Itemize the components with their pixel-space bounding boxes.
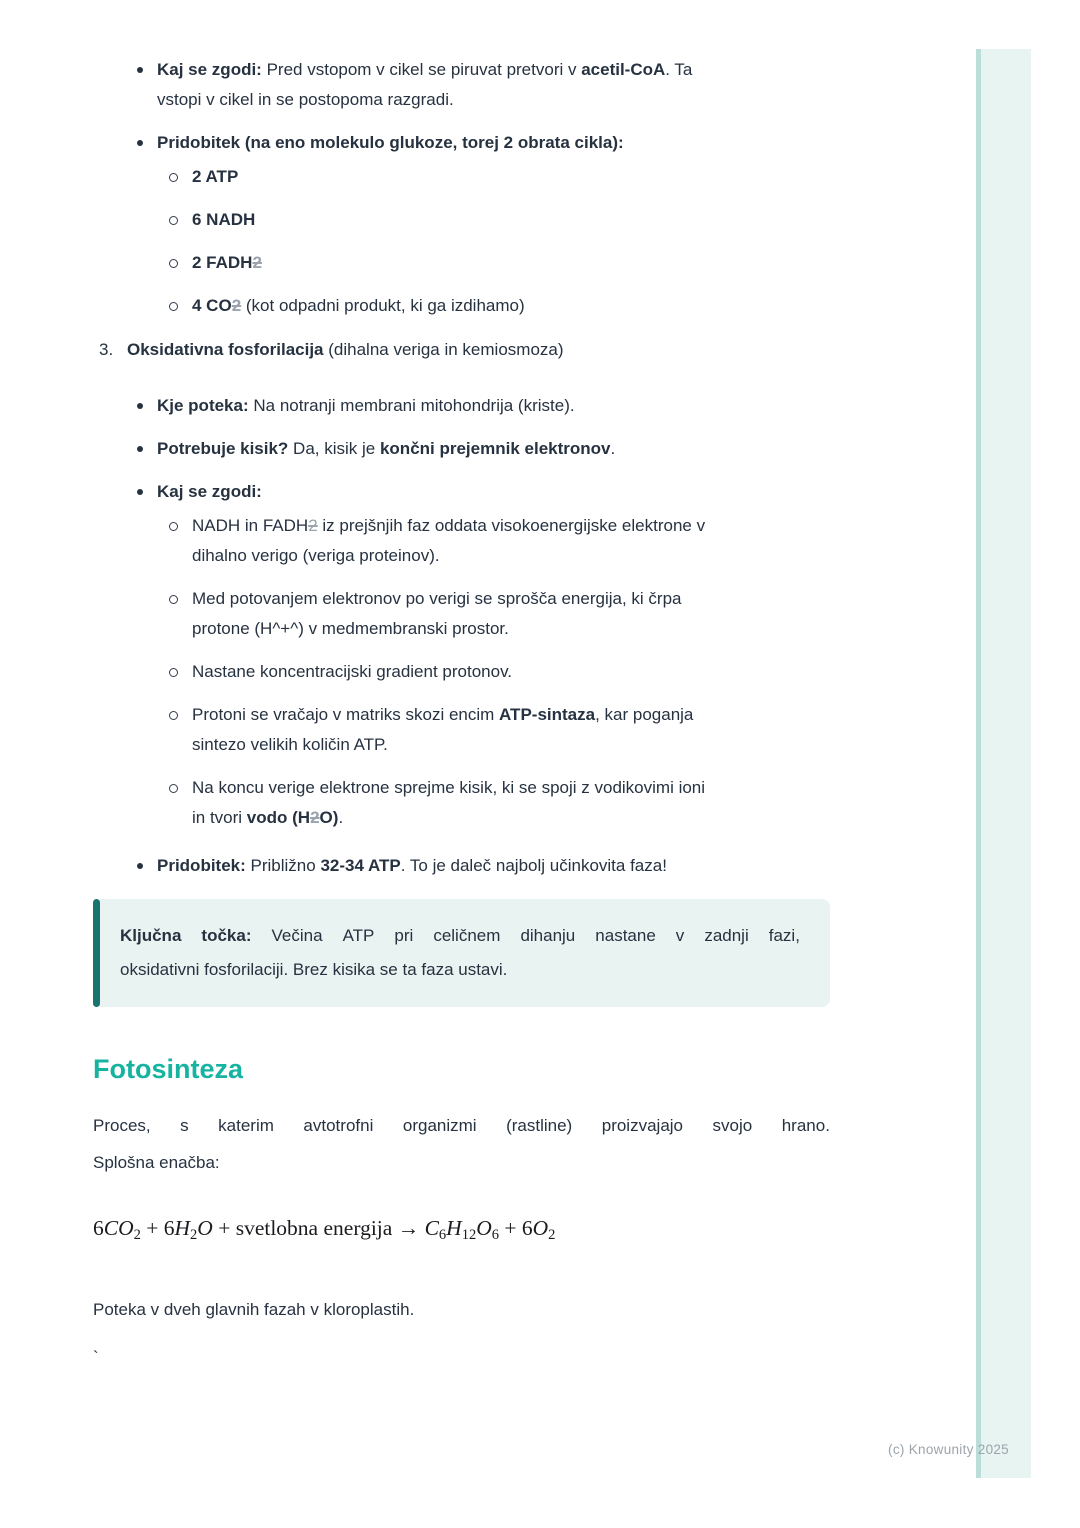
text-line (192, 773, 830, 803)
copyright-footer: (c) Knowunity 2025 (888, 1442, 1009, 1457)
text-segment: C (424, 1216, 439, 1240)
text-segment: ` (93, 1348, 99, 1367)
text-line (120, 919, 800, 953)
text-segment: Na notranji membrani mitohondrija (kriste). (248, 396, 575, 415)
text-segment: vodo (H (246, 808, 311, 827)
text-segment: Ključna (120, 926, 182, 945)
paragraph (93, 1343, 830, 1373)
text-line (93, 1144, 830, 1181)
photosynthesis-equation (93, 1207, 830, 1256)
list-item (93, 391, 830, 421)
text-segment: (rastline) (506, 1116, 573, 1135)
section-heading (93, 1051, 830, 1087)
text-segment: 2 (231, 296, 242, 315)
text-line (127, 335, 830, 365)
text-segment: dihalno verigo (veriga proteinov). (192, 546, 440, 565)
text-segment: O (532, 1216, 549, 1240)
text-line (192, 511, 830, 541)
circle-bullet-icon (169, 711, 178, 720)
list-item (93, 851, 830, 881)
list-item (93, 55, 830, 115)
text-line (192, 657, 830, 687)
list-item (93, 434, 830, 464)
text-line (192, 730, 830, 760)
list-item (93, 477, 830, 507)
text-segment: hrano. (781, 1116, 830, 1135)
text-segment: točka: (201, 926, 252, 945)
bullet-icon (137, 446, 143, 452)
text-segment: (kot odpadni produkt, ki ga izdihamo) (241, 296, 525, 315)
text-segment: sintezo velikih količin ATP. (192, 735, 388, 754)
text-line (192, 803, 830, 833)
text-line (192, 205, 830, 235)
text-segment: protone (H^+^) v medmembranski prostor. (192, 619, 509, 638)
numbered-section-title (93, 335, 830, 365)
text-segment: Pred vstopom v cikel se piruvat pretvori v (261, 60, 582, 79)
text-segment: proizvajajo (601, 1116, 683, 1135)
text-segment: fazi, (768, 926, 800, 945)
text-line (157, 128, 830, 158)
text-segment: . (610, 439, 616, 458)
bullet-icon (137, 489, 143, 495)
text-line (192, 291, 830, 321)
text-line (157, 477, 830, 507)
text-line (93, 1343, 830, 1373)
text-line (192, 584, 830, 614)
list-item (93, 128, 830, 158)
text-segment: . Ta (665, 60, 693, 79)
text-segment: Splošna enačba: (93, 1153, 220, 1172)
text-segment: končni prejemnik elektronov (379, 439, 611, 458)
text-line (93, 1051, 830, 1087)
text-segment: pri (394, 926, 414, 945)
sub-list-item (93, 248, 830, 278)
text-segment: celičnem (433, 926, 501, 945)
text-segment: Fotosinteza (93, 1054, 244, 1084)
text-segment: 2 (548, 1227, 556, 1243)
text-segment: ATP-sintaza (499, 705, 596, 724)
text-segment: s (180, 1116, 189, 1135)
text-segment: (dihalna veriga in kemiosmoza) (323, 340, 564, 359)
text-line (93, 1107, 830, 1144)
paragraph (93, 1107, 830, 1181)
text-segment: Kje poteka: (157, 396, 249, 415)
text-segment: 32-34 ATP (320, 856, 401, 875)
text-segment: vstopi v cikel in se postopoma razgradi. (157, 90, 454, 109)
circle-bullet-icon (169, 784, 178, 793)
text-line (120, 953, 800, 987)
text-segment: 6 (438, 1227, 447, 1243)
text-segment: Proces, (93, 1116, 151, 1135)
text-segment: 2 (190, 1227, 198, 1243)
text-segment: katerim (218, 1116, 274, 1135)
text-segment: 2 (308, 516, 318, 535)
text-segment: Kaj se zgodi: (157, 482, 262, 501)
text-segment: Na koncu verige elektrone sprejme kisik, ki se spoji z vodikovimi ioni (192, 778, 706, 797)
text-segment: zadnji (704, 926, 749, 945)
text-segment: ATP (342, 926, 375, 945)
paragraph (93, 1295, 830, 1325)
text-segment: + svetlobna energija (212, 1216, 398, 1240)
sub-list-item (93, 700, 830, 760)
text-segment: dihanju (520, 926, 576, 945)
text-segment: 6 NADH (192, 210, 256, 229)
text-segment: + 6 (140, 1216, 175, 1240)
text-segment: 6 (93, 1216, 104, 1240)
text-line (93, 1295, 830, 1325)
text-segment: + 6 (498, 1216, 533, 1240)
text-segment: 2 (133, 1227, 141, 1243)
text-segment: Približno (245, 856, 321, 875)
text-line (192, 248, 830, 278)
circle-bullet-icon (169, 259, 178, 268)
text-segment: 2 (252, 253, 262, 272)
key-point-callout (93, 899, 830, 1007)
text-segment: acetil-CoA (581, 60, 666, 79)
circle-bullet-icon (169, 302, 178, 311)
text-segment: O (197, 1216, 213, 1240)
bullet-icon (137, 863, 143, 869)
bullet-icon (137, 140, 143, 146)
text-segment: Med potovanjem elektronov po verigi se sprošča energija, ki črpa (192, 589, 682, 608)
circle-bullet-icon (169, 173, 178, 182)
text-segment: 6 (491, 1227, 499, 1243)
text-segment: Večina (271, 926, 323, 945)
document-body (93, 55, 830, 1373)
text-line (157, 85, 830, 115)
bullet-icon (137, 67, 143, 73)
text-segment: , kar poganja (595, 705, 694, 724)
text-segment: Oksidativna fosforilacija (127, 340, 324, 359)
sub-list-item (93, 291, 830, 321)
text-line (157, 851, 830, 881)
text-line (192, 541, 830, 571)
text-line (192, 614, 830, 644)
text-segment: 4 CO (192, 296, 232, 315)
text-segment: Nastane koncentracijski gradient protonov. (192, 662, 513, 681)
text-segment: . To je daleč najbolj učinkovita faza! (400, 856, 667, 875)
text-segment: avtotrofni (303, 1116, 374, 1135)
text-segment: Pridobitek (na eno molekulo glukoze, torej 2 obrata cikla): (157, 133, 624, 152)
text-segment: H (174, 1216, 191, 1240)
sub-list-item (93, 162, 830, 192)
text-segment: O (476, 1216, 492, 1240)
text-segment: 12 (461, 1227, 477, 1243)
right-margin-stripe (976, 49, 1031, 1478)
text-segment: oksidativni fosforilaciji. Brez kisika se ta faza ustavi. (120, 960, 508, 979)
text-segment: organizmi (402, 1116, 477, 1135)
text-line (157, 55, 830, 85)
text-segment: CO (103, 1216, 134, 1240)
text-segment: 2 FADH (192, 253, 253, 272)
circle-bullet-icon (169, 668, 178, 677)
text-segment: svojo (712, 1116, 753, 1135)
text-segment: nastane (595, 926, 656, 945)
sub-list-item (93, 584, 830, 644)
text-line (192, 162, 830, 192)
text-line (157, 391, 830, 421)
circle-bullet-icon (169, 595, 178, 604)
text-segment: 2 (310, 808, 320, 827)
text-segment: NADH in FADH (192, 516, 309, 535)
text-segment: Da, kisik je (288, 439, 380, 458)
text-segment: Protoni se vračajo v matriks skozi encim (192, 705, 500, 724)
text-segment: v (675, 926, 685, 945)
text-line (93, 1207, 830, 1256)
text-segment: → (397, 1216, 420, 1240)
text-segment: Poteka v dveh glavnih fazah v kloroplastih. (93, 1300, 415, 1319)
text-segment: iz prejšnjih faz oddata visokoenergijske elektrone v (317, 516, 706, 535)
sub-list-item (93, 773, 830, 833)
circle-bullet-icon (169, 216, 178, 225)
sub-list-item (93, 205, 830, 235)
text-segment: in tvori (192, 808, 247, 827)
list-number: 3. (99, 340, 114, 359)
text-segment: . (338, 808, 344, 827)
text-segment: Kaj se zgodi: (157, 60, 262, 79)
text-line (157, 434, 830, 464)
circle-bullet-icon (169, 522, 178, 531)
text-line (192, 700, 830, 730)
text-segment: H (446, 1216, 462, 1240)
text-segment: Potrebuje kisik? (157, 439, 289, 458)
sub-list-item (93, 657, 830, 687)
bullet-icon (137, 403, 143, 409)
text-segment: Pridobitek: (157, 856, 246, 875)
text-segment: 2 ATP (192, 167, 239, 186)
text-segment: O) (319, 808, 339, 827)
sub-list-item (93, 511, 830, 571)
